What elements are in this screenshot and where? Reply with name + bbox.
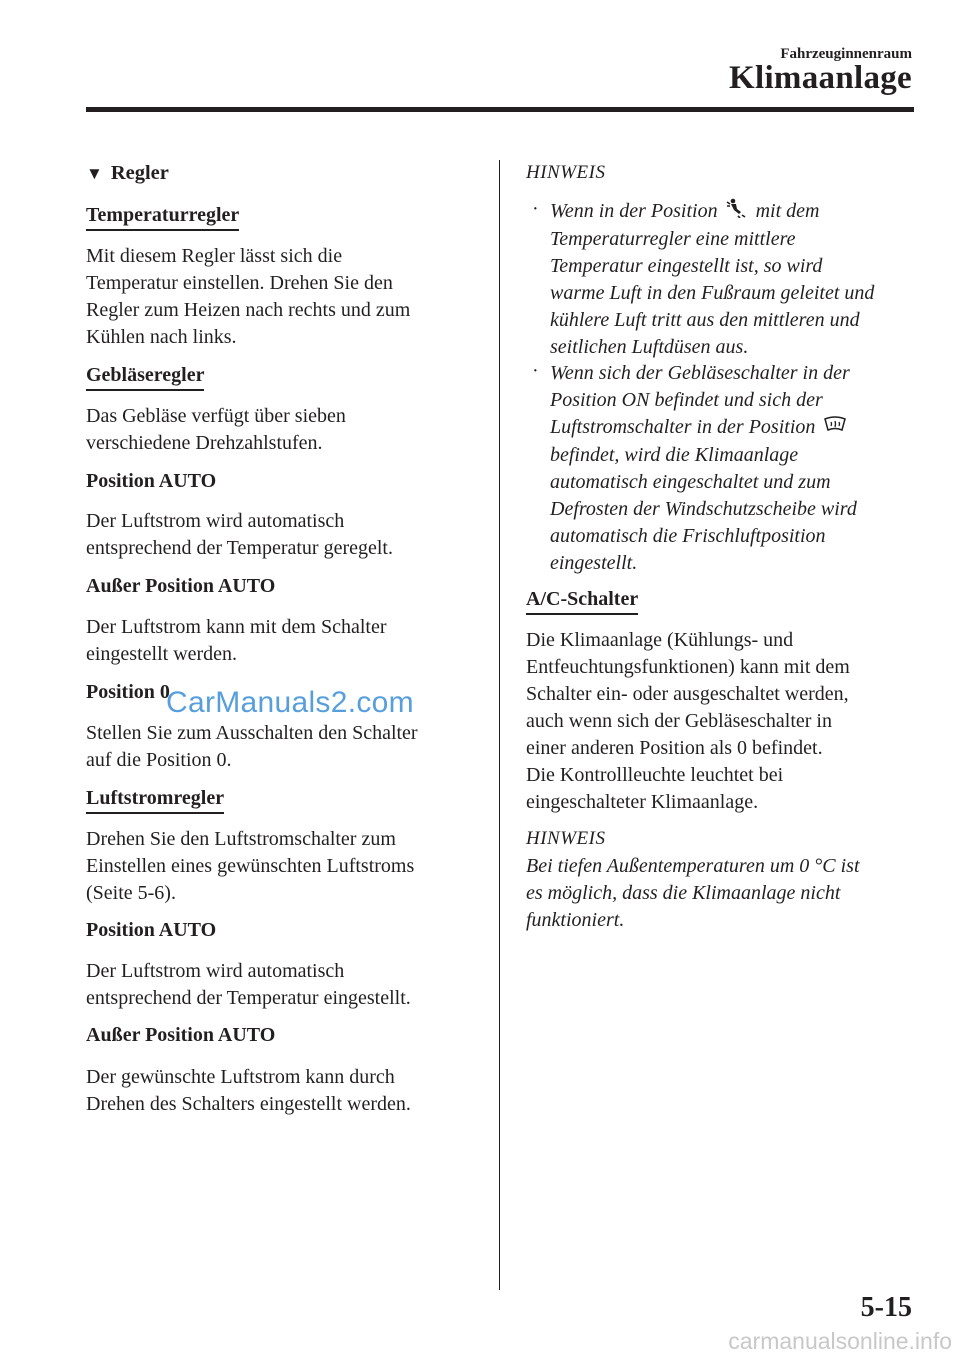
footer-watermark: carmanualsonline.info xyxy=(728,1328,952,1354)
paragraph-line: Die Klimaanlage (Kühlungs- und xyxy=(526,629,794,651)
paragraph-line: Der Luftstrom wird automatisch xyxy=(86,960,345,982)
paragraph-line: eingestellt werden. xyxy=(86,643,238,665)
note-line: Bei tiefen Außentemperaturen um 0 °C ist xyxy=(526,855,860,877)
airflow-heading: Luftstromregler xyxy=(86,787,224,814)
note-heading: HINWEIS xyxy=(526,162,606,183)
bullet-text: Luftstromschalter in der Position xyxy=(550,416,816,438)
position-label: Position AUTO xyxy=(86,919,217,941)
column-divider xyxy=(499,160,500,1290)
bullet-text: warme Luft in den Fußraum geleitet und xyxy=(550,282,875,305)
paragraph-line: Schalter ein- oder ausgeschaltet werden, xyxy=(526,683,849,705)
paragraph-line: Temperatur einstellen. Drehen Sie den xyxy=(86,272,393,294)
position-label: Position AUTO xyxy=(86,470,217,492)
bullet-text: automatisch eingeschaltet und zum xyxy=(550,470,831,493)
paragraph-line: auf die Position 0. xyxy=(86,749,232,771)
bullet-text: Wenn in der Position xyxy=(550,200,718,222)
paragraph-line: einer anderen Position als 0 befindet. xyxy=(526,737,823,759)
paragraph-line: verschiedene Drehzahlstufen. xyxy=(86,432,323,454)
paragraph-line: entsprechend der Temperatur geregelt. xyxy=(86,537,393,559)
ac-heading: A/C-Schalter xyxy=(526,588,638,615)
bullet-dot: · xyxy=(532,198,539,220)
header-section: Fahrzeuginnenraum xyxy=(780,46,912,62)
bullet-dot: · xyxy=(532,360,539,382)
paragraph-line: eingeschalteter Klimaanlage. xyxy=(526,791,759,813)
paragraph-line: entsprechend der Temperatur eingestellt. xyxy=(86,987,411,1009)
bullet-text: automatisch die Frischluftposition xyxy=(550,524,826,547)
note-heading: HINWEIS xyxy=(526,828,606,849)
paragraph-line: auch wenn sich der Gebläseschalter in xyxy=(526,710,832,732)
section-heading xyxy=(86,162,169,185)
paragraph-line: Drehen Sie den Luftstromschalter zum xyxy=(86,828,396,850)
section-title: Regler xyxy=(110,162,169,184)
bullet-text: eingestellt. xyxy=(550,551,638,574)
paragraph-line: Kühlen nach links. xyxy=(86,326,237,348)
temp-heading: Temperaturregler xyxy=(86,204,239,231)
page-number: 5-15 xyxy=(860,1292,912,1323)
bullet-text: Position ON befindet und sich der xyxy=(550,389,823,411)
paragraph-line: Mit diesem Regler lässt sich die xyxy=(86,245,343,267)
face-foot-vent-icon xyxy=(726,198,748,226)
windshield-defrost-icon xyxy=(823,415,847,442)
triangle-down-icon: ▼ xyxy=(86,163,103,183)
header-rule xyxy=(86,107,914,112)
paragraph-line: Das Gebläse verfügt über sieben xyxy=(86,405,346,427)
bullet-text: Wenn sich der Gebläseschalter in der xyxy=(550,362,850,384)
page-title: Klimaanlage xyxy=(729,60,912,96)
note-bullet-1 xyxy=(550,198,874,361)
paragraph-line: Drehen des Schalters eingestellt werden. xyxy=(86,1093,411,1115)
bullet-text: befindet, wird die Klimaanlage xyxy=(550,443,799,466)
bullet-text: Temperatur eingestellt ist, so wird xyxy=(550,255,823,278)
position-label: Außer Position AUTO xyxy=(86,575,276,597)
paragraph-line: Einstellen eines gewünschten Luftstroms xyxy=(86,855,415,877)
paragraph-line: Entfeuchtungsfunktionen) kann mit dem xyxy=(526,656,850,678)
bullet-text: seitlichen Luftdüsen aus. xyxy=(550,336,749,359)
note-line: funktioniert. xyxy=(526,909,625,931)
paragraph-line: (Seite 5-6). xyxy=(86,882,176,904)
note-bullet-2 xyxy=(550,360,857,577)
paragraph-line: Stellen Sie zum Ausschalten den Schalter xyxy=(86,722,418,744)
bullet-text: Defrosten der Windschutzscheibe wird xyxy=(550,497,857,520)
paragraph-line: Die Kontrollleuchte leuchtet bei xyxy=(526,764,784,786)
position-label: Außer Position AUTO xyxy=(86,1024,276,1046)
paragraph-line: Regler zum Heizen nach rechts und zum xyxy=(86,299,411,321)
bullet-text: mit dem xyxy=(755,200,820,222)
paragraph-line: Der Luftstrom wird automatisch xyxy=(86,510,345,532)
position-label: Position 0 xyxy=(86,681,170,703)
bullet-text: Temperaturregler eine mittlere xyxy=(550,228,796,251)
watermark: CarManuals2.com xyxy=(166,686,414,719)
fan-heading: Gebläseregler xyxy=(86,364,204,391)
bullet-text: kühlere Luft tritt aus den mittleren und xyxy=(550,309,860,332)
paragraph-line: Der gewünschte Luftstrom kann durch xyxy=(86,1066,395,1088)
note-line: es möglich, dass die Klimaanlage nicht xyxy=(526,882,841,904)
paragraph-line: Der Luftstrom kann mit dem Schalter xyxy=(86,616,387,638)
